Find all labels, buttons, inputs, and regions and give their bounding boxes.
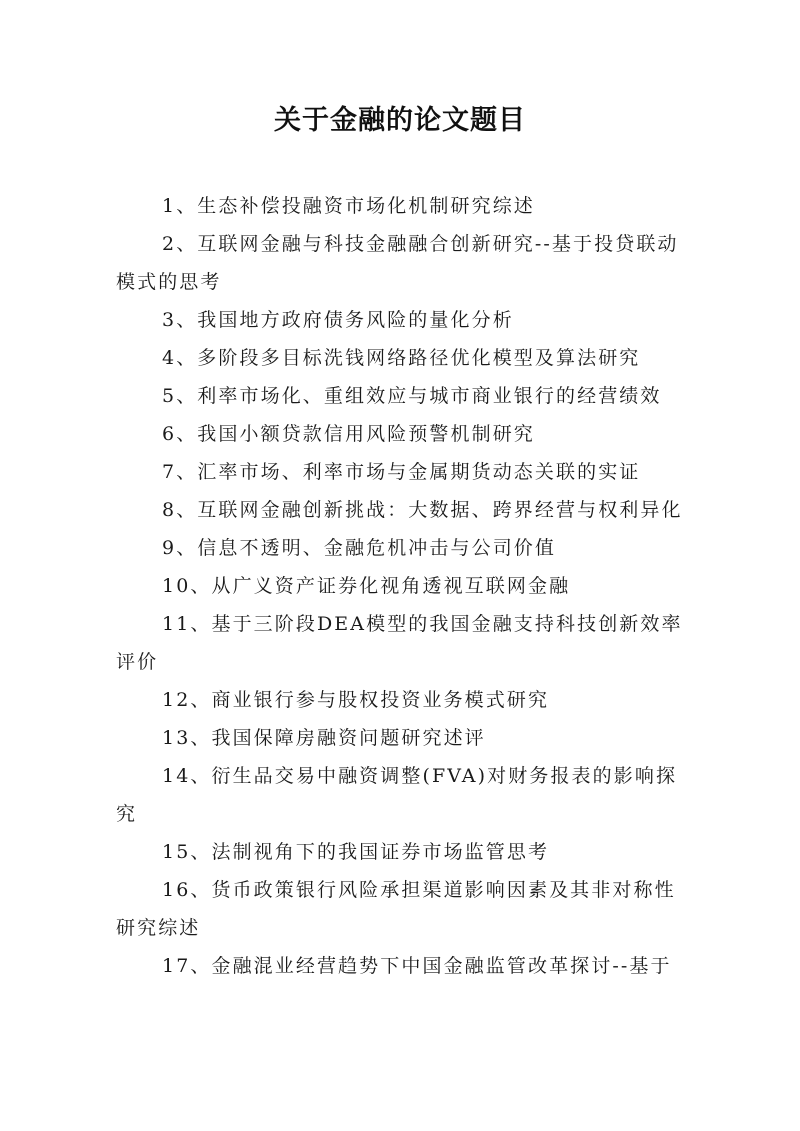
list-item: 2、互联网金融与科技金融融合创新研究--基于投贷联动模式的思考 [116, 233, 679, 293]
list-item: 1、生态补偿投融资市场化机制研究综述 [162, 195, 535, 217]
list-item: 6、我国小额贷款信用风险预警机制研究 [162, 423, 535, 445]
list-item: 17、金融混业经营趋势下中国金融监管改革探讨--基于 [162, 955, 672, 977]
list-item: 12、商业银行参与股权投资业务模式研究 [162, 689, 550, 711]
list-item: 4、多阶段多目标洗钱网络路径优化模型及算法研究 [162, 347, 641, 369]
paper-topic-list [116, 187, 686, 985]
list-item: 5、利率市场化、重组效应与城市商业银行的经营绩效 [162, 385, 662, 407]
list-item: 7、汇率市场、利率市场与金属期货动态关联的实证 [162, 461, 641, 483]
list-item: 10、从广义资产证券化视角透视互联网金融 [162, 575, 571, 597]
list-item: 15、法制视角下的我国证券市场监管思考 [162, 841, 550, 863]
list-item: 8、互联网金融创新挑战：大数据、跨界经营与权利异化 [162, 499, 683, 521]
list-item: 3、我国地方政府债务风险的量化分析 [162, 309, 514, 331]
list-item: 16、货币政策银行风险承担渠道影响因素及其非对称性研究综述 [116, 879, 676, 939]
list-item: 11、基于三阶段DEA模型的我国金融支持科技创新效率评价 [116, 613, 683, 673]
list-item: 9、信息不透明、金融危机冲击与公司价值 [162, 537, 556, 559]
list-item: 14、衍生品交易中融资调整(FVA)对财务报表的影响探究 [116, 765, 678, 825]
document-title: 关于金融的论文题目 [274, 105, 526, 136]
list-item: 13、我国保障房融资问题研究述评 [162, 727, 486, 749]
